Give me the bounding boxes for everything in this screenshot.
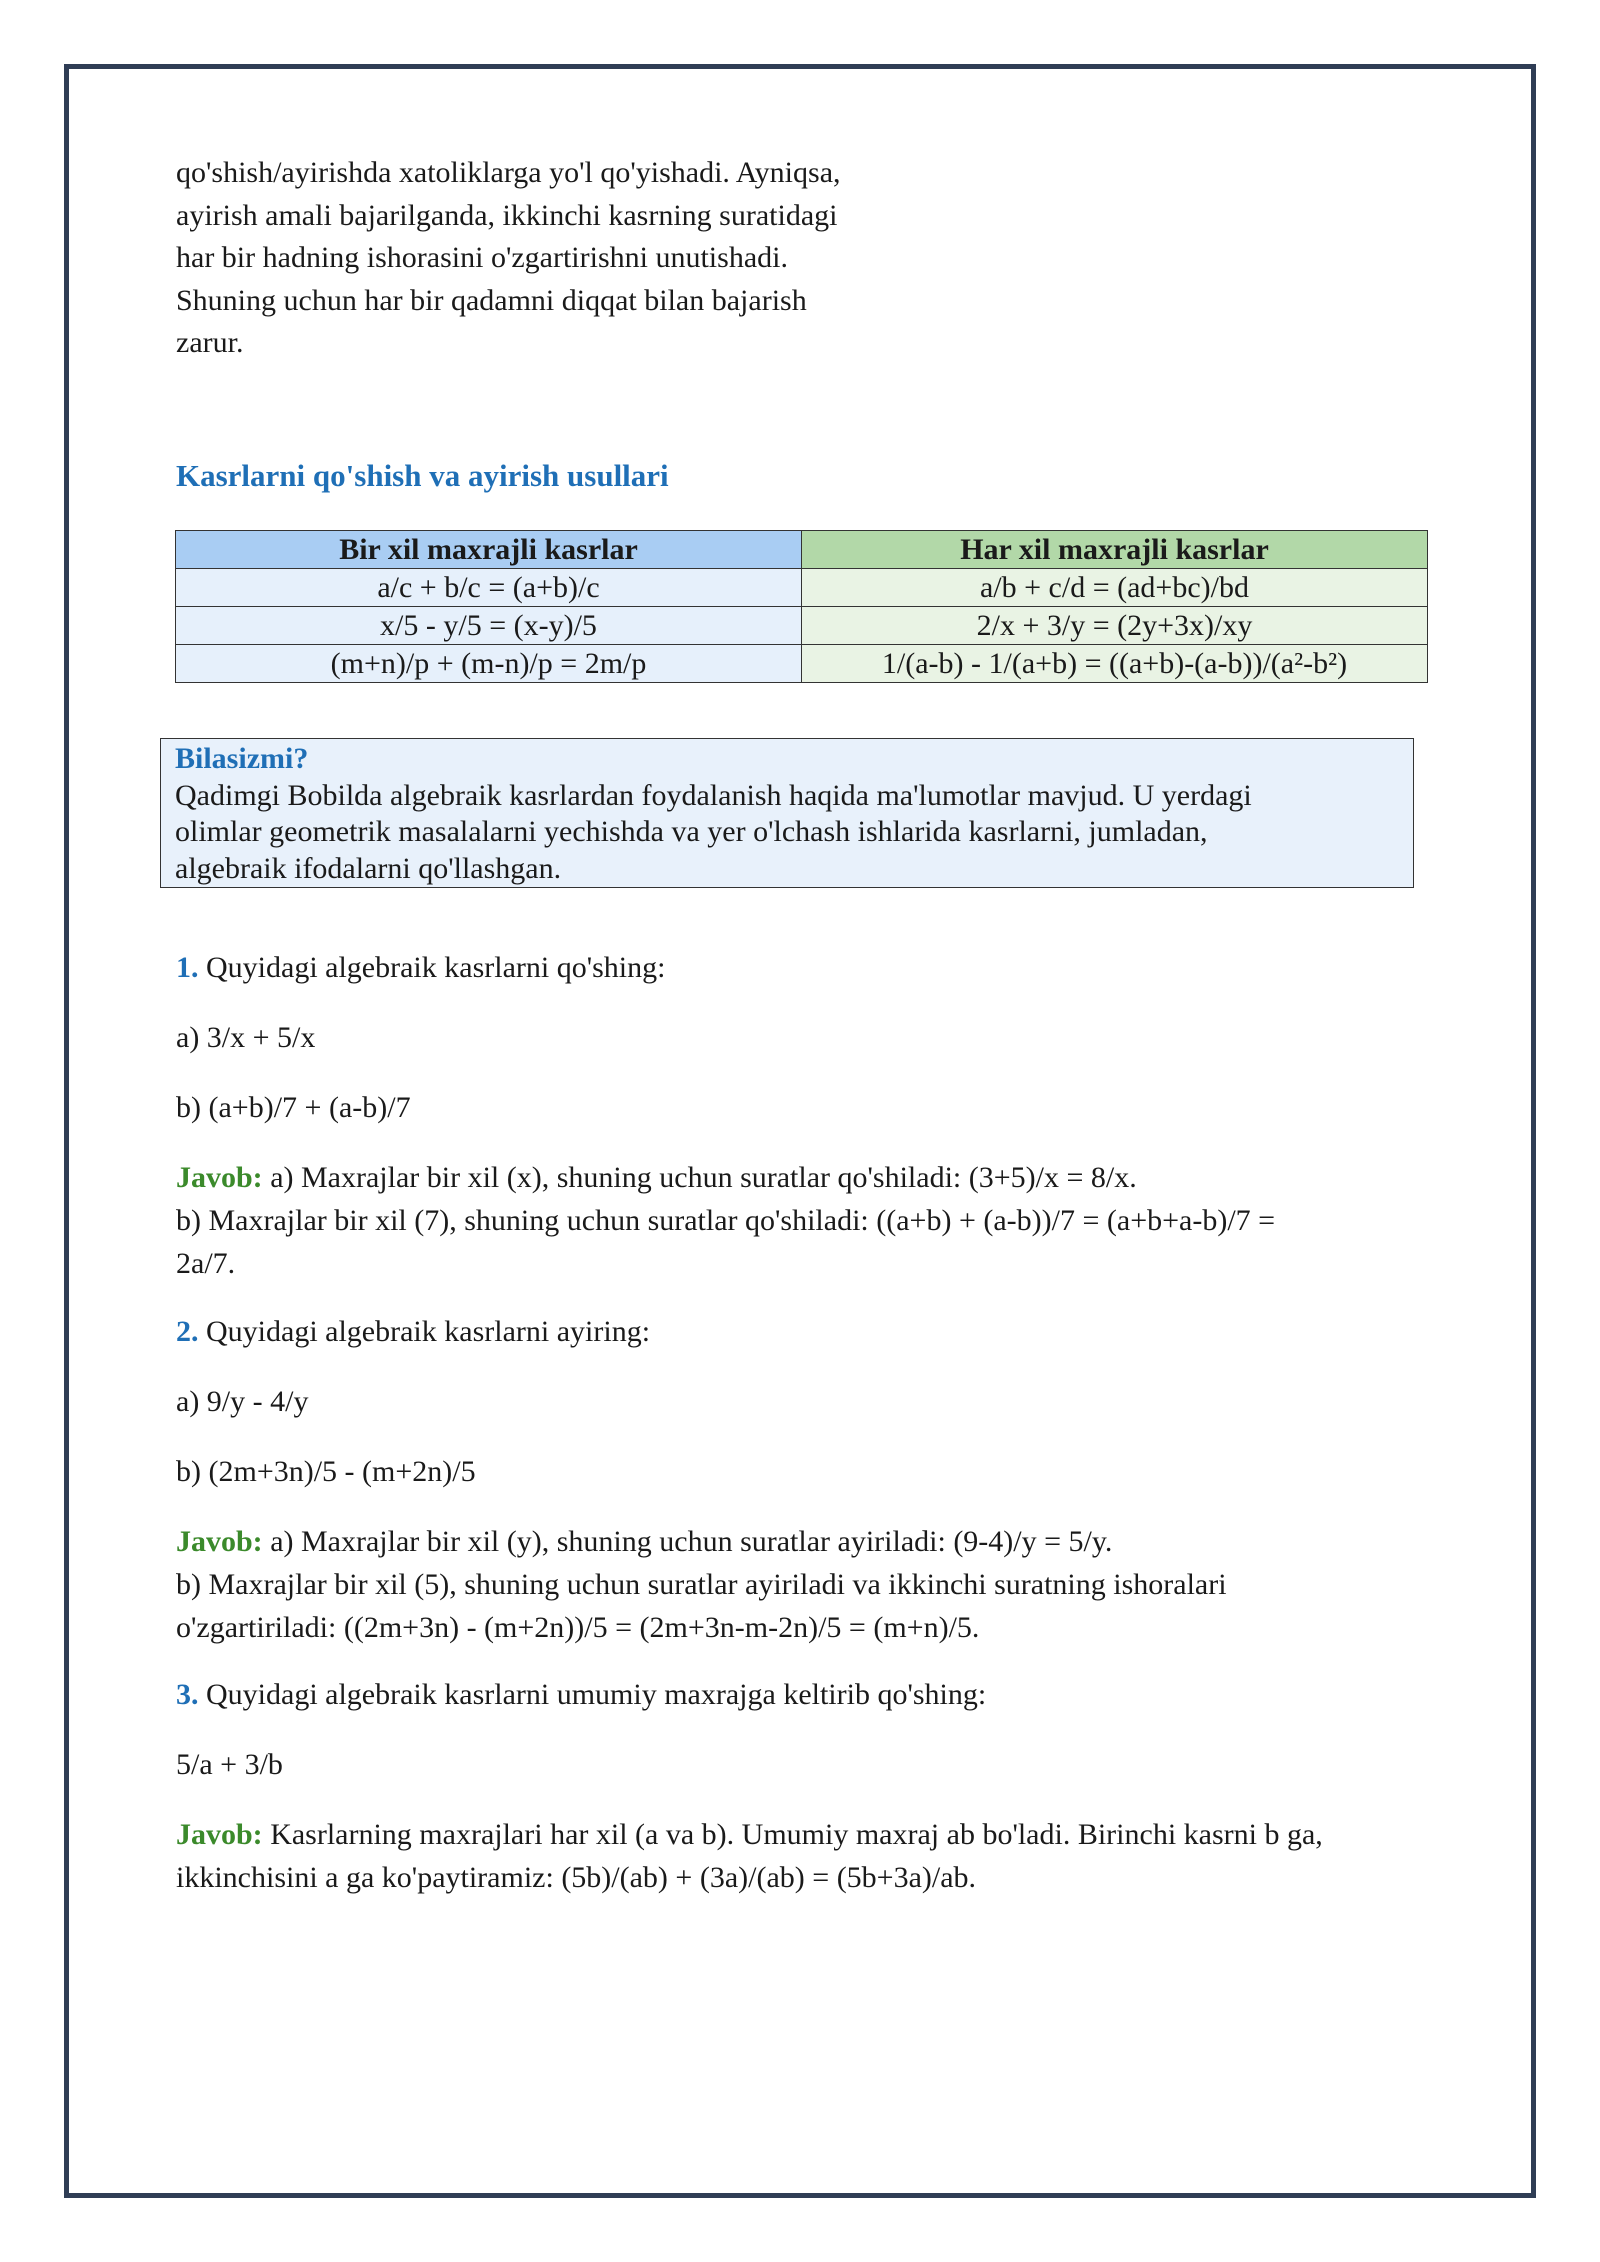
exercise-3-item: 5/a + 3/b [176, 1748, 283, 1781]
answer-label: Javob: [176, 1818, 263, 1851]
answer-label: Javob: [176, 1525, 263, 1558]
intro-line: zarur. [176, 326, 244, 359]
exercise-2-item-b: b) (2m+3n)/5 - (m+2n)/5 [176, 1455, 476, 1488]
exercise-number: 3. [176, 1678, 199, 1711]
answer-line: 2a/7. [176, 1247, 236, 1280]
table-cell: a/c + b/c = (a+b)/c [176, 569, 802, 607]
exercise-prompt-text: Quyidagi algebraik kasrlarni umumiy maxrajga keltirib qo'shing: [206, 1678, 987, 1711]
table-header-different-denominator: Har xil maxrajli kasrlar [802, 531, 1428, 569]
exercise-1-prompt [176, 946, 1436, 989]
exercise-3-prompt [176, 1673, 1436, 1716]
exercise-1-item-b: b) (a+b)/7 + (a-b)/7 [176, 1091, 411, 1124]
table-cell: (m+n)/p + (m-n)/p = 2m/p [176, 645, 802, 683]
exercise-2-item-a: a) 9/y - 4/y [176, 1385, 309, 1418]
answer-line: b) Maxrajlar bir xil (7), shuning uchun suratlar qo'shiladi: ((a+b) + (a-b))/7 = (a+b+a-b)/7 = [176, 1204, 1276, 1237]
table-cell: a/b + c/d = (ad+bc)/bd [802, 569, 1428, 607]
exercise-1-item-a: a) 3/x + 5/x [176, 1021, 316, 1054]
table-cell: x/5 - y/5 = (x-y)/5 [176, 607, 802, 645]
table-header-same-denominator: Bir xil maxrajli kasrlar [176, 531, 802, 569]
intro-line: har bir hadning ishorasini o'zgartirishni unutishadi. [176, 241, 788, 274]
table-row [176, 569, 1428, 607]
section-title: Kasrlarni qo'shish va ayirish usullari [176, 458, 669, 493]
answer-line: Kasrlarning maxrajlari har xil (a va b). Umumiy maxraj ab bo'ladi. Birinchi kasrni b ga, [270, 1818, 1323, 1851]
exercise-2-prompt [176, 1310, 1436, 1353]
info-box-line: olimlar geometrik masalalarni yechishda va yer o'lchash ishlarida kasrlarni, jumladan, [175, 815, 1208, 848]
intro-line: ayirish amali bajarilganda, ikkinchi kasrning suratidagi [176, 198, 838, 232]
table-cell: 1/(a-b) - 1/(a+b) = ((a+b)-(a-b))/(a²-b²) [802, 645, 1428, 683]
fraction-methods-table [175, 530, 1428, 683]
exercise-number: 1. [176, 951, 199, 984]
did-you-know-box [160, 738, 1414, 888]
answer-line: ikkinchisini a ga ko'paytiramiz: (5b)/(ab) + (3a)/(ab) = (5b+3a)/ab. [176, 1861, 977, 1894]
intro-line: qo'shish/ayirishda xatoliklarga yo'l qo'yishadi. Ayniqsa, [176, 156, 841, 189]
answer-label: Javob: [176, 1161, 263, 1194]
table-cell: 2/x + 3/y = (2y+3x)/xy [802, 607, 1428, 645]
answer-line: a) Maxrajlar bir xil (y), shuning uchun suratlar ayiriladi: (9-4)/y = 5/y. [270, 1525, 1113, 1558]
exercise-3-answer [176, 1813, 1436, 1899]
intro-paragraph [176, 152, 936, 365]
table-row [176, 645, 1428, 683]
answer-line: o'zgartiriladi: ((2m+3n) - (m+2n))/5 = (2m+3n-m-2n)/5 = (m+n)/5. [176, 1611, 980, 1644]
answer-line: b) Maxrajlar bir xil (5), shuning uchun suratlar ayiriladi va ikkinchi suratning ishoralari [176, 1568, 1227, 1601]
intro-line: Shuning uchun har bir qadamni diqqat bilan bajarish [176, 283, 807, 317]
info-box-line: Qadimgi Bobilda algebraik kasrlardan foydalanish haqida ma'lumotlar mavjud. U yerdagi [175, 778, 1252, 812]
exercise-prompt-text: Quyidagi algebraik kasrlarni ayiring: [206, 1315, 651, 1348]
exercise-prompt-text: Quyidagi algebraik kasrlarni qo'shing: [206, 951, 666, 984]
table-row [176, 607, 1428, 645]
exercise-1-answer [176, 1156, 1436, 1285]
info-box-line: algebraik ifodalarni qo'llashgan. [175, 851, 562, 885]
info-box-title: Bilasizmi? [175, 742, 309, 775]
exercise-number: 2. [176, 1315, 199, 1348]
exercise-2-answer [176, 1520, 1436, 1649]
answer-line: a) Maxrajlar bir xil (x), shuning uchun suratlar qo'shiladi: (3+5)/x = 8/x. [270, 1161, 1137, 1194]
table-header-row [176, 531, 1428, 569]
